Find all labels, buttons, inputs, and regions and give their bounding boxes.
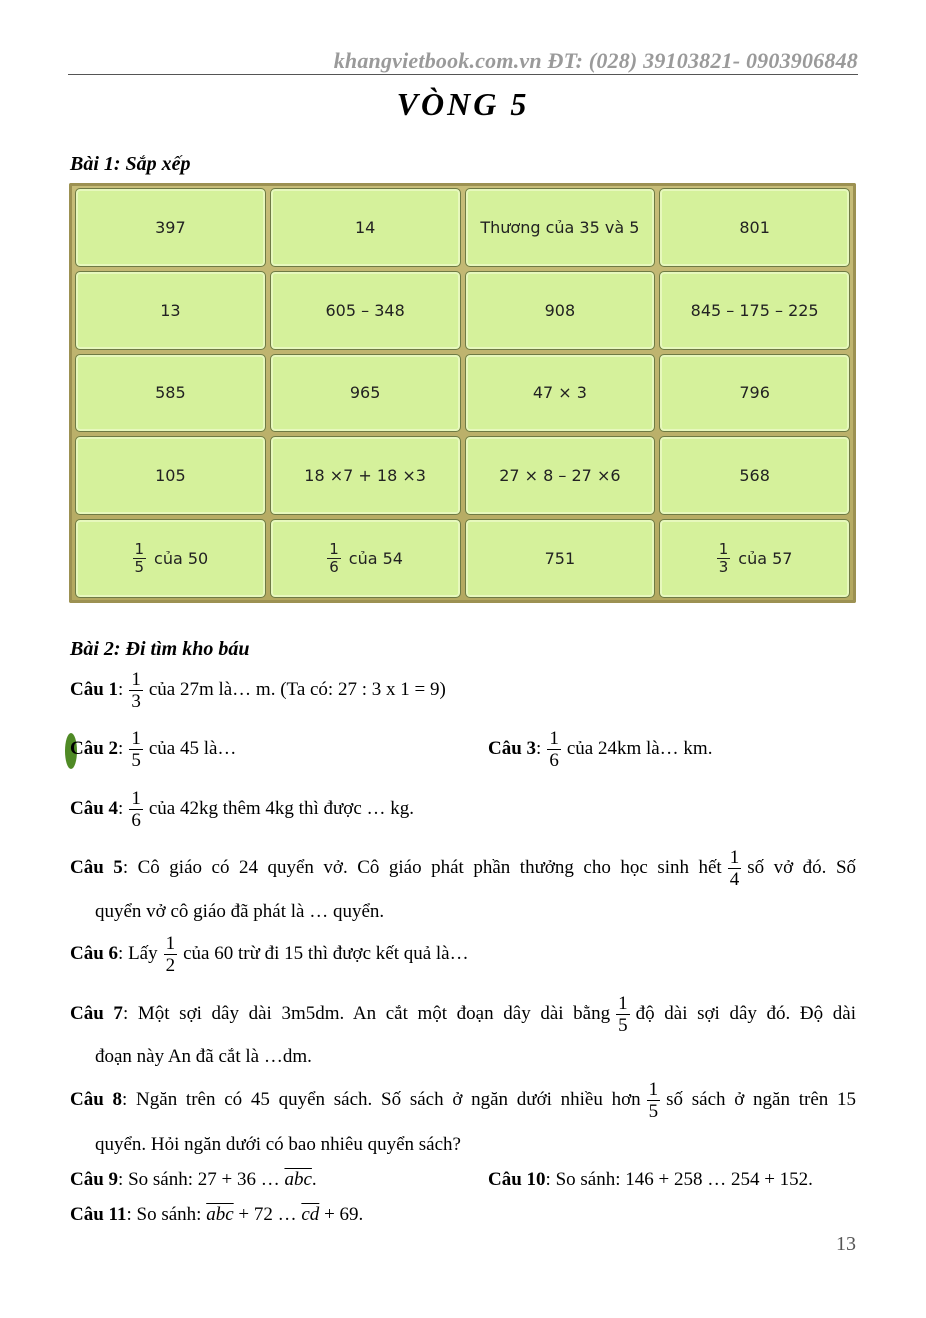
fraction: $\frac{1}{5}$ <box>648 1079 659 1122</box>
card-13[interactable]: 105 <box>75 436 266 515</box>
card-7[interactable]: 908 <box>465 271 656 350</box>
question-2: Câu 2: $\frac{1}{5}$ của 45 là… <box>70 728 237 771</box>
question-7-line2: đoạn này An đã cắt là …dm. <box>95 1046 312 1067</box>
fraction: $\frac{1}{6}$ <box>549 728 559 771</box>
fraction: $\frac{1}{5}$ <box>131 728 141 771</box>
fraction: $\frac{1}{6}$ <box>329 540 339 577</box>
section-title-bai2: Bài 2: Đi tìm kho báu <box>70 638 250 660</box>
question-7: Câu 7: Một sợi dây dài 3m5dm. An cắt một đoạn dây dài bằng $\frac{1}{5}$ độ dài sợi dây đó. Độ dài <box>70 993 857 1036</box>
card-19[interactable]: 751 <box>465 519 656 598</box>
card-20[interactable]: $\frac{1}{3}$ của 57 <box>659 519 850 598</box>
card-10[interactable]: 965 <box>270 354 461 433</box>
card-14[interactable]: 18 ×7 + 18 ×3 <box>270 436 461 515</box>
game-board <box>69 183 856 603</box>
card-grid <box>75 188 850 598</box>
fraction: $\frac{1}{3}$ <box>718 540 729 577</box>
card-8[interactable]: 845 – 175 – 225 <box>659 271 850 350</box>
fraction: $\frac{1}{4}$ <box>729 847 740 890</box>
card-11[interactable]: 47 × 3 <box>465 354 656 433</box>
page-title: VÒNG 5 <box>396 86 530 122</box>
card-15[interactable]: 27 × 8 – 27 ×6 <box>465 436 656 515</box>
question-10: Câu 10: So sánh: 146 + 258 … 254 + 152. <box>488 1169 813 1190</box>
card-18[interactable]: $\frac{1}{6}$ của 54 <box>270 519 461 598</box>
fraction: $\frac{1}{5}$ <box>618 993 628 1036</box>
card-5[interactable]: 13 <box>75 271 266 350</box>
question-3: Câu 3: $\frac{1}{6}$ của 24km là… km. <box>488 728 713 771</box>
card-3[interactable]: Thương của 35 và 5 <box>465 188 656 267</box>
fraction: $\frac{1}{2}$ <box>165 933 176 976</box>
fraction: $\frac{1}{5}$ <box>134 540 145 577</box>
header-divider <box>68 74 858 75</box>
question-9: Câu 9: So sánh: 27 + 36 … $\overline{abc}$. <box>70 1169 317 1190</box>
card-4[interactable]: 801 <box>659 188 850 267</box>
question-5: Câu 5: Cô giáo có 24 quyển vở. Cô giáo phát phần thưởng cho học sinh hết $\frac{1}{4}$ số vở đó. Số <box>70 847 857 890</box>
question-5-line2: quyển vở cô giáo đã phát là … quyển. <box>95 901 385 922</box>
section-title-bai1: Bài 1: Sắp xếp <box>70 153 191 175</box>
question-8: Câu 8: Ngăn trên có 45 quyển sách. Số sách ở ngăn dưới nhiều hơn $\frac{1}{5}$ số sách ở ngăn trên 15 <box>70 1079 856 1122</box>
question-4: Câu 4: $\frac{1}{6}$ của 42kg thêm 4kg thì được … kg. <box>70 788 415 831</box>
card-1[interactable]: 397 <box>75 188 266 267</box>
card-17[interactable]: $\frac{1}{5}$ của 50 <box>75 519 266 598</box>
card-9[interactable]: 585 <box>75 354 266 433</box>
card-2[interactable]: 14 <box>270 188 461 267</box>
question-11: Câu 11: So sánh: $\overline{abc} + 72$ … $\overline{cd} + 69$. <box>70 1204 364 1225</box>
question-8-line2: quyển. Hỏi ngăn dưới có bao nhiêu quyển sách? <box>95 1134 461 1155</box>
fraction: $\frac{1}{3}$ <box>131 669 141 712</box>
page-number: 13 <box>836 1233 856 1255</box>
card-16[interactable]: 568 <box>659 436 850 515</box>
fraction: $\frac{1}{6}$ <box>131 788 141 831</box>
question-1: Câu 1: $\frac{1}{3}$ của 27m là… m. (Ta có: 27 : 3 x 1 = 9) <box>70 669 446 712</box>
card-12[interactable]: 796 <box>659 354 850 433</box>
card-6[interactable]: 605 – 348 <box>270 271 461 350</box>
question-6: Câu 6: Lấy $\frac{1}{2}$ của 60 trừ đi 15 thì được kết quả là… <box>70 933 469 976</box>
page-header: khangvietbook.com.vn ĐT: (028) 39103821- 0903906848 <box>333 48 858 73</box>
